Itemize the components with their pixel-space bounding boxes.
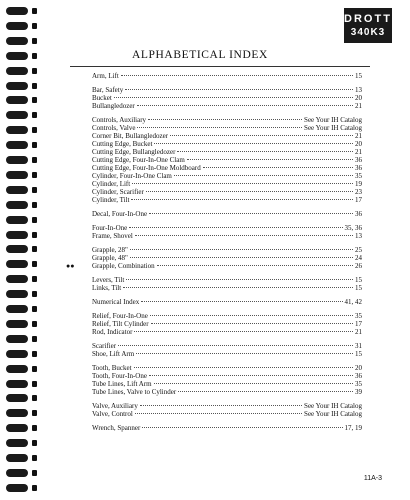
entry-page: 35 [355, 172, 362, 180]
index-group [92, 224, 362, 240]
index-entry [92, 372, 362, 380]
page-title: ALPHABETICAL INDEX [132, 49, 268, 61]
index-entry [92, 276, 362, 284]
index-group [92, 72, 362, 80]
entry-title: Corner Bit, Bullangledozer [92, 132, 169, 140]
leader-dots [125, 89, 353, 90]
index-list [66, 72, 362, 438]
index-group [92, 116, 362, 204]
leader-dots [135, 235, 353, 236]
binding-ring [6, 200, 36, 211]
binding-ring [6, 438, 36, 449]
entry-page: 36 [355, 164, 362, 172]
entry-page: 20 [355, 94, 362, 102]
binding-ring [6, 6, 36, 17]
entry-page: 15 [355, 284, 362, 292]
entry-page: 15 [355, 350, 362, 358]
binding-ring [6, 230, 36, 241]
entry-page: 36 [355, 372, 362, 380]
entry-title: Decal, Four-In-One [92, 210, 148, 218]
entry-page: 35 [355, 380, 362, 388]
entry-title: Tube Lines, Valve to Cylinder [92, 388, 177, 396]
entry-page: 36 [355, 156, 362, 164]
index-entry [92, 156, 362, 164]
entry-title: Grapple, 48" [92, 254, 128, 262]
leader-dots [154, 383, 353, 384]
entry-page: See Your IH Catalog [304, 410, 362, 418]
index-entry [92, 172, 362, 180]
binding-ring [6, 66, 36, 77]
entry-page: 17 [355, 320, 362, 328]
index-entry [92, 124, 362, 132]
leader-dots [157, 265, 353, 266]
binding-ring [6, 483, 36, 494]
index-entry [92, 164, 362, 172]
leader-dots [130, 257, 353, 258]
entry-title: Cylinder, Four-In-One Clam [92, 172, 172, 180]
index-entry [92, 298, 362, 306]
entry-page: 20 [355, 140, 362, 148]
leader-dots [154, 143, 353, 144]
index-entry [92, 140, 362, 148]
entry-title: Levers, Tilt [92, 276, 125, 284]
binding-ring [6, 81, 36, 92]
entry-title: Shoe, Lift Arm [92, 350, 135, 358]
index-group [92, 402, 362, 418]
binding-ring [6, 274, 36, 285]
leader-dots [129, 227, 342, 228]
entry-title: Links, Tilt [92, 284, 122, 292]
leader-dots [170, 135, 353, 136]
index-entry [92, 320, 362, 328]
leader-dots [149, 375, 353, 376]
entry-title: Valve, Auxiliary [92, 402, 138, 410]
binding-ring [6, 140, 36, 151]
index-entry [92, 232, 362, 240]
entry-page: 19 [355, 180, 362, 188]
entry-page: 41, 42 [344, 298, 362, 306]
leader-dots [137, 105, 353, 106]
leader-dots [134, 331, 353, 332]
leader-dots [118, 345, 353, 346]
leader-dots [130, 249, 353, 250]
entry-page: See Your IH Catalog [304, 116, 362, 124]
entry-title: Rod, Indicator [92, 328, 133, 336]
binding-ring [6, 453, 36, 464]
leader-dots [203, 167, 353, 168]
index-entry [92, 94, 362, 102]
index-entry [92, 342, 362, 350]
binding-ring [6, 468, 36, 479]
entry-page: 17, 19 [344, 424, 362, 432]
index-group [92, 342, 362, 358]
index-entry [92, 328, 362, 336]
entry-title: Cutting Edge, Bullangledozer [92, 148, 176, 156]
leader-dots [136, 353, 353, 354]
index-entry [92, 364, 362, 372]
entry-page: 21 [355, 148, 362, 156]
index-entry [92, 224, 362, 232]
entry-title: Controls, Valve [92, 124, 136, 132]
leader-dots [134, 367, 353, 368]
index-entry [92, 284, 362, 292]
badge-brand: DROTT [344, 13, 392, 25]
entry-page: 20 [355, 364, 362, 372]
index-group [92, 276, 362, 292]
index-entry [92, 388, 362, 396]
index-entry [92, 312, 362, 320]
entry-title: Scarifier [92, 342, 117, 350]
index-entry [92, 254, 362, 262]
title-divider [70, 66, 370, 67]
index-entry [92, 402, 362, 410]
index-group [92, 298, 362, 306]
leader-dots [141, 301, 342, 302]
index-entry [92, 196, 362, 204]
index-entry [92, 102, 362, 110]
entry-title: Cutting Edge, Four-In-One Clam [92, 156, 185, 164]
binding-ring [6, 215, 36, 226]
entry-page: 13 [355, 232, 362, 240]
entry-title: Relief, Tilt Cylinder [92, 320, 149, 328]
leader-dots [123, 287, 353, 288]
binding-ring [6, 408, 36, 419]
entry-title: Cutting Edge, Bucket [92, 140, 153, 148]
entry-page: 21 [355, 328, 362, 336]
leader-dots [131, 199, 353, 200]
entry-page: 31 [355, 342, 362, 350]
entry-title: Tooth, Bucket [92, 364, 132, 372]
index-entry [92, 210, 362, 218]
entry-title: Grapple, Combination [92, 262, 155, 270]
index-entry [92, 380, 362, 388]
spiral-binding [0, 0, 40, 500]
index-group [92, 424, 362, 432]
entry-page: 35 [355, 312, 362, 320]
binding-ring [6, 36, 36, 47]
index-group [92, 312, 362, 336]
entry-page: See Your IH Catalog [304, 402, 362, 410]
index-entry [92, 180, 362, 188]
binding-ring [6, 423, 36, 434]
leader-dots [151, 323, 353, 324]
entry-page: 26 [355, 262, 362, 270]
binding-ring [6, 259, 36, 270]
binding-ring [6, 110, 36, 121]
index-entry [92, 424, 362, 432]
bullet-mark: ●● [66, 262, 75, 270]
entry-title: Cylinder, Scarifier [92, 188, 144, 196]
index-entry [66, 262, 362, 270]
entry-title: Controls, Auxiliary [92, 116, 147, 124]
index-entry [92, 188, 362, 196]
index-entry [92, 72, 362, 80]
binding-ring [6, 334, 36, 345]
leader-dots [126, 279, 353, 280]
leader-dots [149, 213, 353, 214]
entry-title: Cutting Edge, Four-In-One Moldboard [92, 164, 201, 172]
entry-title: Cylinder, Tilt [92, 196, 130, 204]
index-group [92, 364, 362, 396]
entry-page: 35, 36 [344, 224, 362, 232]
index-entry [92, 246, 362, 254]
leader-dots [132, 183, 353, 184]
entry-page: 13 [355, 86, 362, 94]
leader-dots [178, 391, 353, 392]
index-group [92, 86, 362, 110]
badge-model: 340K3 [350, 27, 386, 38]
entry-title: Valve, Control [92, 410, 133, 418]
leader-dots [137, 127, 302, 128]
entry-page: 39 [355, 388, 362, 396]
leader-dots [187, 159, 353, 160]
model-badge [344, 8, 392, 43]
binding-ring [6, 393, 36, 404]
binding-ring [6, 155, 36, 166]
leader-dots [121, 75, 353, 76]
binding-ring [6, 349, 36, 360]
binding-ring [6, 170, 36, 181]
entry-title: Frame, Shovel [92, 232, 133, 240]
entry-title: Arm, Lift [92, 72, 119, 80]
entry-title: Tube Lines, Lift Arm [92, 380, 152, 388]
binding-ring [6, 125, 36, 136]
index-group [66, 246, 362, 270]
leader-dots [148, 119, 302, 120]
entry-title: Bar, Safety [92, 86, 124, 94]
binding-ring [6, 289, 36, 300]
binding-ring [6, 364, 36, 375]
binding-ring [6, 95, 36, 106]
entry-title: Tooth, Four-In-One [92, 372, 147, 380]
entry-title: Wrench, Spanner [92, 424, 141, 432]
entry-title: Bullangledozer [92, 102, 135, 110]
entry-title: Numerical Index [92, 298, 140, 306]
entry-page: See Your IH Catalog [304, 124, 362, 132]
entry-page: 36 [355, 210, 362, 218]
binding-ring [6, 185, 36, 196]
index-entry [92, 132, 362, 140]
binding-ring [6, 51, 36, 62]
index-entry [92, 410, 362, 418]
entry-title: Grapple, 28" [92, 246, 128, 254]
leader-dots [142, 427, 342, 428]
page-number: 11A-3 [363, 475, 382, 482]
index-entry [92, 148, 362, 156]
binding-ring [6, 304, 36, 315]
entry-page: 21 [355, 132, 362, 140]
entry-page: 15 [355, 276, 362, 284]
index-entry [92, 350, 362, 358]
entry-page: 23 [355, 188, 362, 196]
leader-dots [140, 405, 302, 406]
binding-ring [6, 379, 36, 390]
entry-page: 21 [355, 102, 362, 110]
index-entry [92, 116, 362, 124]
leader-dots [150, 315, 353, 316]
entry-title: Bucket [92, 94, 112, 102]
entry-page: 25 [355, 246, 362, 254]
index-group [92, 210, 362, 218]
leader-dots [146, 191, 353, 192]
binding-ring [6, 319, 36, 330]
leader-dots [177, 151, 353, 152]
entry-title: Cylinder, Lift [92, 180, 131, 188]
leader-dots [135, 413, 302, 414]
entry-page: 17 [355, 196, 362, 204]
binding-ring [6, 21, 36, 32]
leader-dots [114, 97, 353, 98]
index-entry [92, 86, 362, 94]
entry-title: Relief, Four-In-One [92, 312, 148, 320]
entry-page: 15 [355, 72, 362, 80]
leader-dots [174, 175, 353, 176]
binding-ring [6, 244, 36, 255]
entry-title: Four-In-One [92, 224, 128, 232]
entry-page: 24 [355, 254, 362, 262]
